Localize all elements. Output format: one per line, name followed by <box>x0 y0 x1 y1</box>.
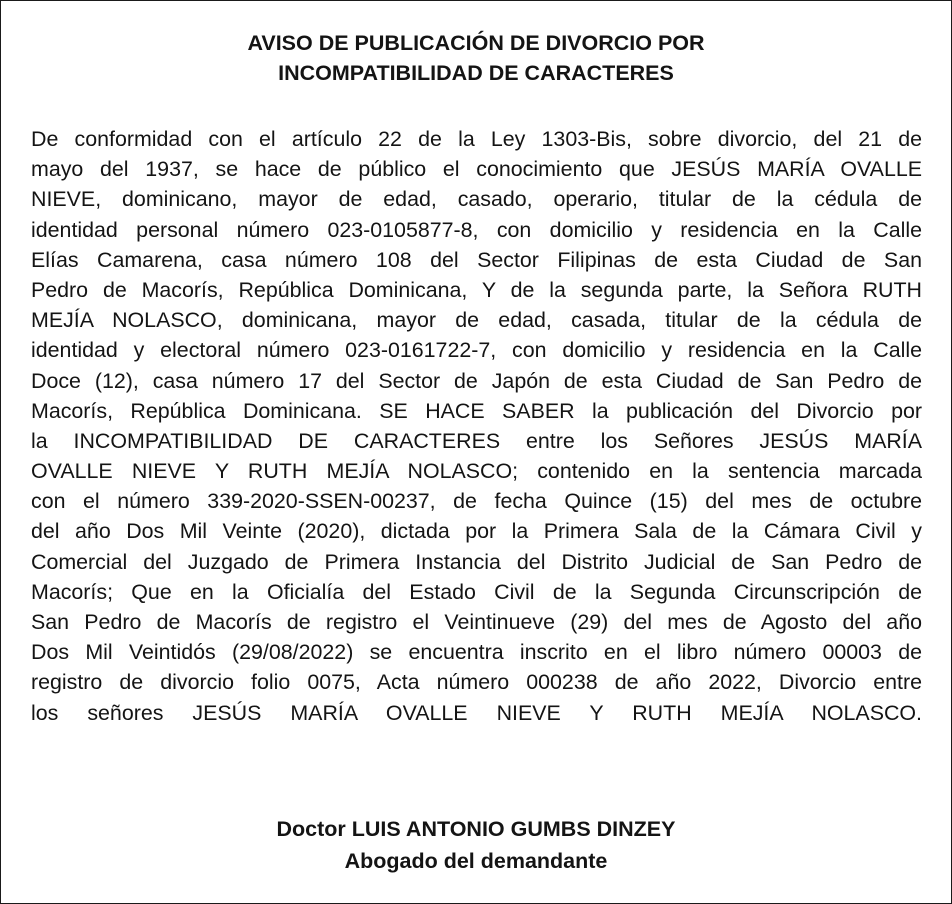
body-line: identidad y electoral número 023-0161722-7, con domicilio y residencia en la Calle <box>31 338 922 363</box>
body-line: San Pedro de Macorís de registro el Veintinueve (29) del mes de Agosto del año <box>31 610 922 634</box>
body-line: Macorís; Que en la Oficialía del Estado Civil de la Segunda Circunscripción de <box>31 579 922 604</box>
body-line: registro de divorcio folio 0075, Acta número 000238 de año 2022, Divorcio entre <box>31 670 922 695</box>
body-line: OVALLE NIEVE Y RUTH MEJÍA NOLASCO; contenido en la sentencia marcada <box>31 459 922 484</box>
body-line: Elías Camarena, casa número 108 del Sector Filipinas de esta Ciudad de San <box>31 247 922 272</box>
body-line: Macorís, República Dominicana. SE HACE SABER la publicación del Divorcio por <box>31 398 922 423</box>
body-line: De conformidad con el artículo 22 de la Ley 1303-Bis, sobre divorcio, del 21 de <box>31 127 922 151</box>
body-line: Pedro de Macorís, República Dominicana, Y de la segunda parte, la Señora RUTH <box>31 277 922 302</box>
title-line-2: INCOMPATIBILIDAD DE CARACTERES <box>278 61 674 85</box>
notice-title <box>0 28 952 88</box>
signature-role: Abogado del demandante <box>344 849 608 873</box>
body-line: Dos Mil Veintidós (29/08/2022) se encuentra inscrito en el libro número 00003 de <box>31 640 922 665</box>
title-line-1: AVISO DE PUBLICACIÓN DE DIVORCIO POR <box>247 31 705 55</box>
notice-body <box>31 124 922 728</box>
body-line: con el número 339-2020-SSEN-00237, de fecha Quince (15) del mes de octubre <box>31 489 922 514</box>
body-line: Doce (12), casa número 17 del Sector de Japón de esta Ciudad de San Pedro de <box>31 368 922 393</box>
body-line: del año Dos Mil Veinte (2020), dictada por la Primera Sala de la Cámara Civil y <box>31 519 922 544</box>
signature-name: Doctor LUIS ANTONIO GUMBS DINZEY <box>276 817 676 841</box>
body-line: MEJÍA NOLASCO, dominicana, mayor de edad, casada, titular de la cédula de <box>31 308 922 333</box>
body-line: los señores JESÚS MARÍA OVALLE NIEVE Y RUTH MEJÍA NOLASCO. <box>31 700 922 725</box>
body-line: la INCOMPATIBILIDAD DE CARACTERES entre los Señores JESÚS MARÍA <box>31 428 922 453</box>
body-line: identidad personal número 023-0105877-8, con domicilio y residencia en la Calle <box>31 217 922 242</box>
body-line: mayo del 1937, se hace de público el conocimiento que JESÚS MARÍA OVALLE <box>31 157 922 182</box>
body-line: NIEVE, dominicano, mayor de edad, casado, operario, titular de la cédula de <box>31 187 922 212</box>
body-line: Comercial del Juzgado de Primera Instancia del Distrito Judicial de San Pedro de <box>31 549 922 574</box>
signature-block <box>0 813 952 877</box>
